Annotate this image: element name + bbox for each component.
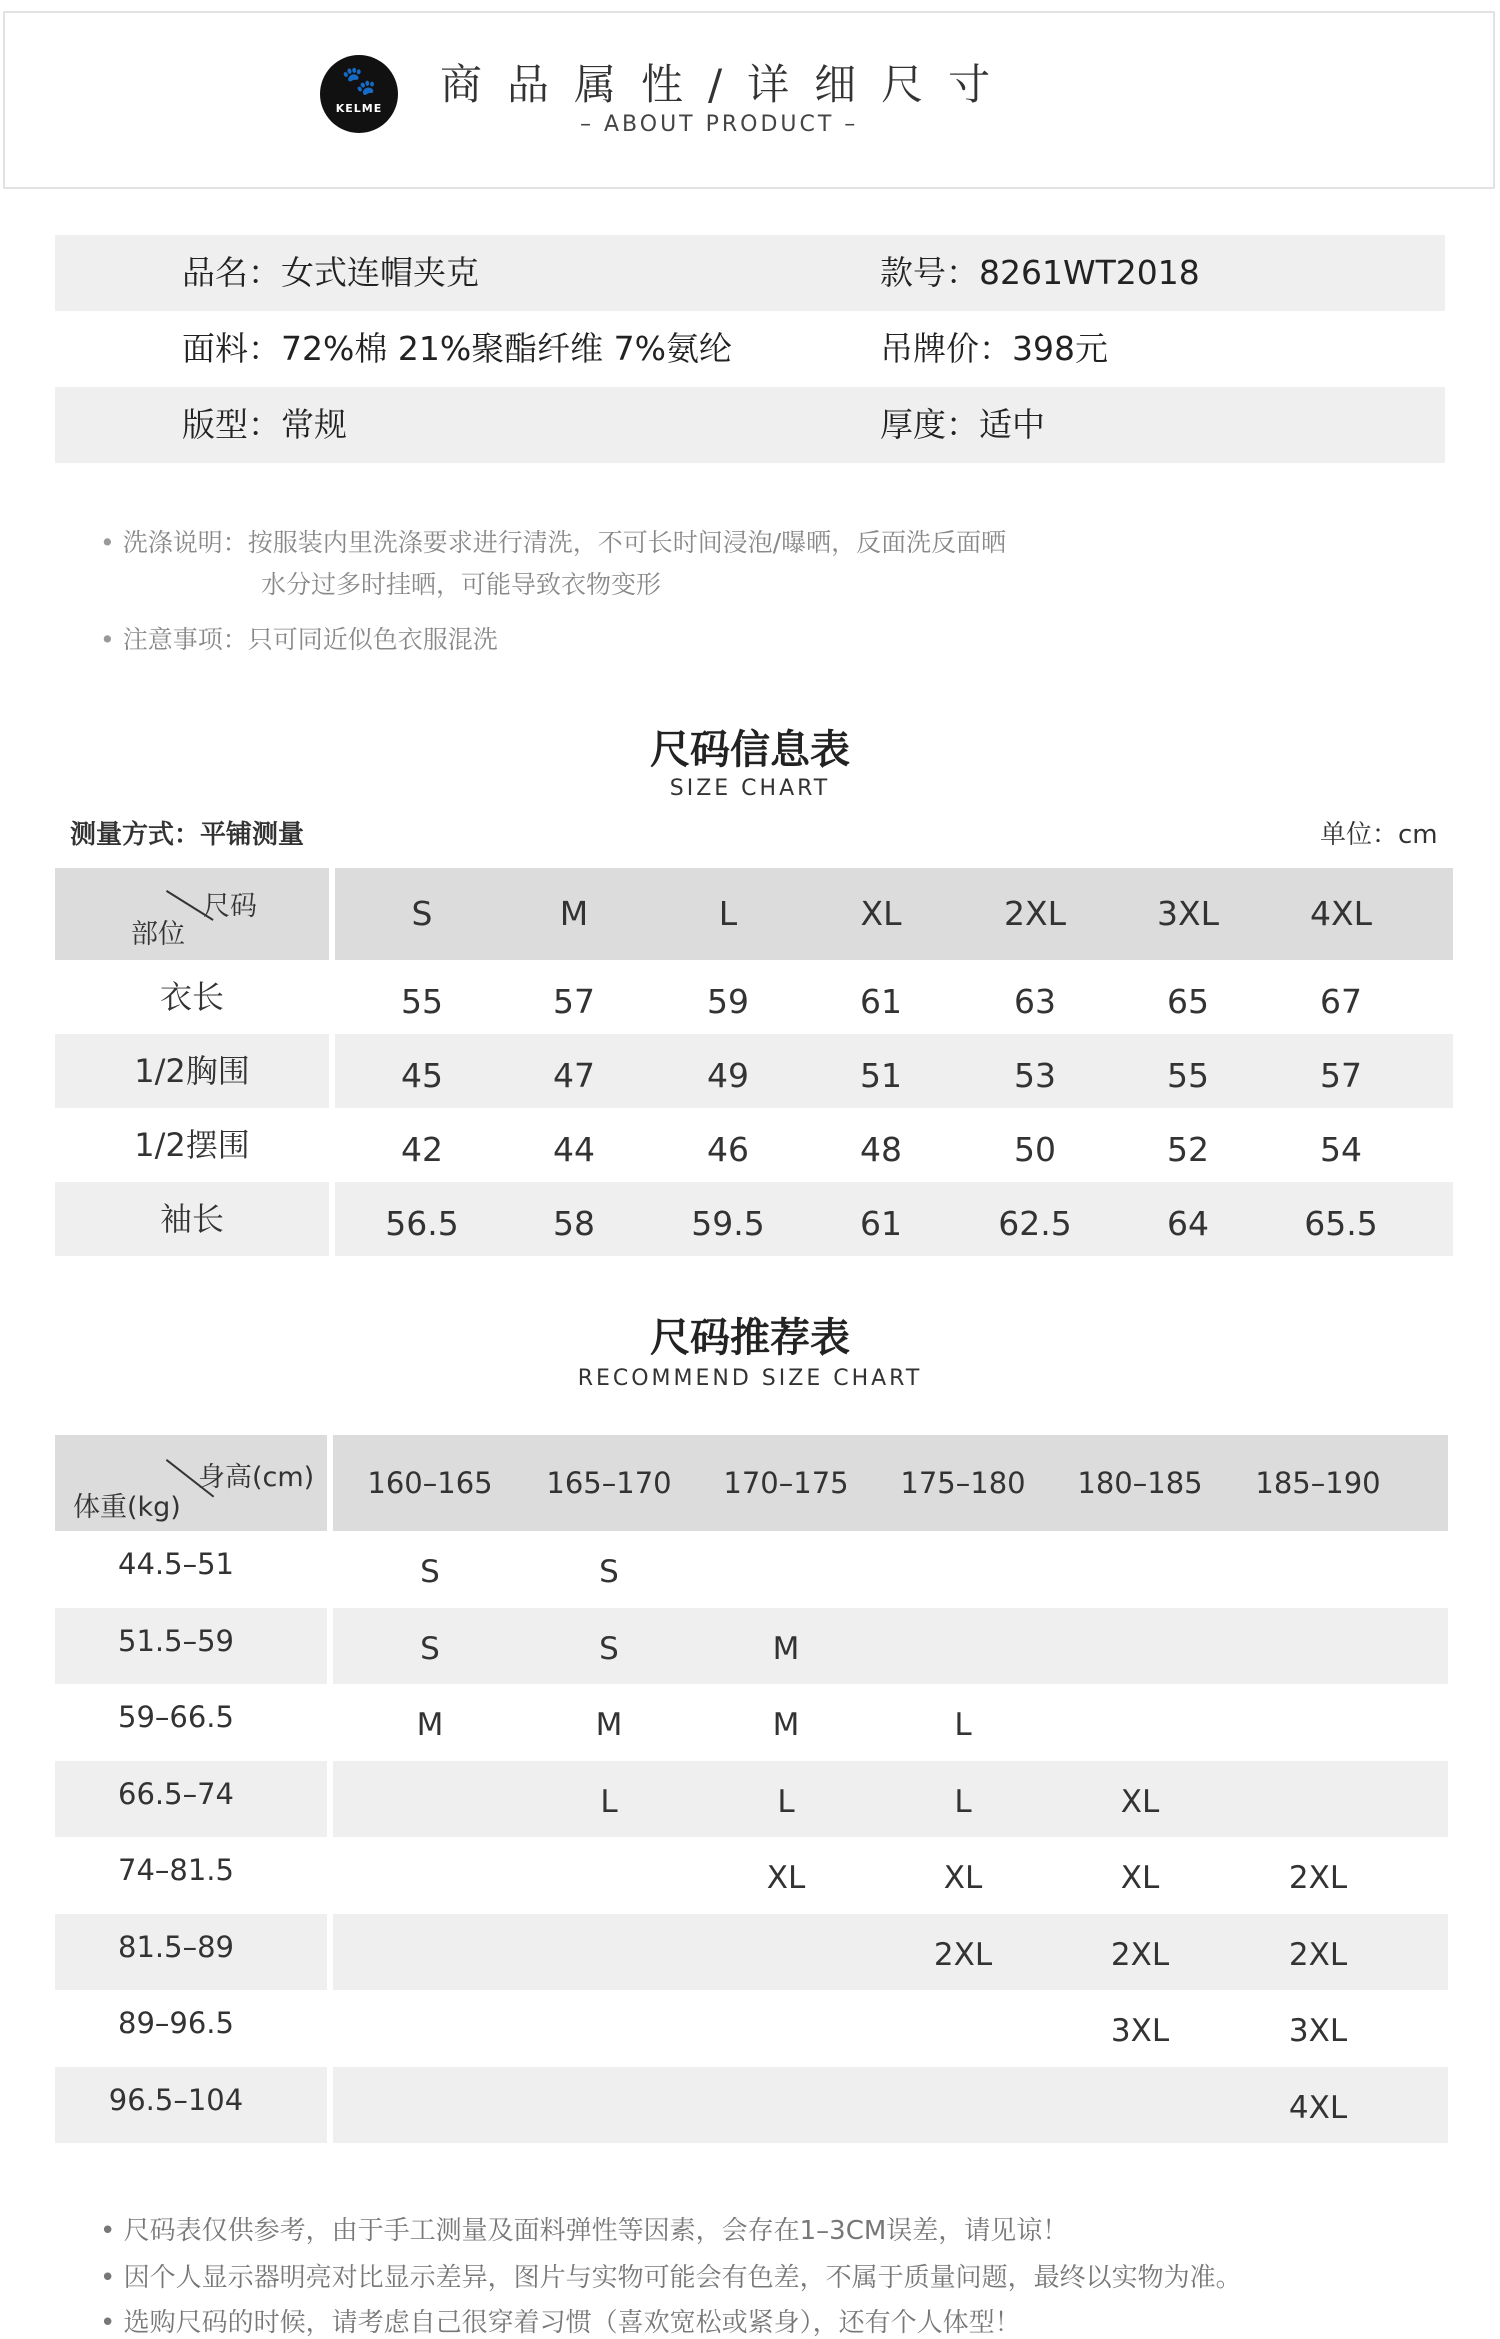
recommend-size-cell: XL — [766, 1860, 806, 1896]
page-title: 商品属性/详细尺寸 — [440, 60, 1016, 109]
size-header-row — [55, 868, 1453, 960]
bottom-note-text: 尺码表仅供参考，由于手工测量及面料弹性等因素，会存在1–3CM误差，请见谅！ — [123, 2216, 1069, 2246]
attention-note — [100, 620, 498, 656]
product-fit: 版型：常规 — [182, 405, 347, 444]
size-value-cell: 61 — [860, 1204, 902, 1243]
recommend-row — [55, 1990, 1448, 2067]
recommend-size-cell: 4XL — [1288, 2089, 1348, 2126]
recommend-size-cell: M — [416, 1707, 444, 1743]
size-header-cell: 2XL — [1004, 894, 1066, 933]
bullet-icon: • — [100, 625, 115, 654]
recommend-size-cell: L — [954, 1783, 972, 1820]
size-header-cell: 4XL — [1310, 894, 1372, 933]
recommend-size-cell: XL — [943, 1860, 983, 1896]
recommend-chart-title: 尺码推荐表 — [650, 1315, 850, 1361]
product-fabric: 面料：72%棉 21%聚酯纤维 7%氨纶 — [182, 329, 733, 368]
page-subtitle: – ABOUT PRODUCT – — [580, 112, 859, 137]
size-chart-subtitle: SIZE CHART — [669, 776, 831, 801]
size-value-cell: 58 — [553, 1204, 595, 1243]
measure-method: 测量方式：平铺测量 — [70, 820, 305, 850]
recommend-size-cell: XL — [1120, 1783, 1160, 1820]
size-value-cell: 57 — [1320, 1056, 1362, 1095]
size-value-cell: 49 — [707, 1056, 749, 1095]
size-row-label: 袖长 — [159, 1200, 224, 1238]
recommend-size-cell: 3XL — [1110, 2013, 1170, 2049]
weight-row-label: 51.5–59 — [118, 1623, 234, 1658]
unit-label: 单位：cm — [1320, 820, 1438, 850]
size-value-cell: 63 — [1014, 982, 1056, 1021]
recommend-row — [55, 1837, 1448, 1914]
weight-row-label: 81.5–89 — [118, 1929, 234, 1964]
size-value-cell: 52 — [1167, 1130, 1209, 1169]
product-code: 款号：8261WT2018 — [880, 253, 1200, 292]
weight-row-label: 74–81.5 — [118, 1853, 234, 1887]
recommend-header-row — [55, 1435, 1448, 1531]
recommend-row — [55, 2067, 1448, 2144]
size-row-label: 1/2摆围 — [134, 1126, 250, 1164]
recommend-row — [55, 1761, 1448, 1838]
corner-part-label: 部位 — [131, 919, 185, 950]
bullet-icon: • — [100, 2308, 124, 2338]
bullet-icon: • — [100, 2263, 124, 2293]
weight-row-label: 89–96.5 — [118, 2006, 234, 2040]
product-info-table — [55, 235, 1445, 463]
size-value-cell: 47 — [553, 1056, 595, 1095]
size-chart-table — [55, 868, 1453, 1256]
recommend-size-cell: S — [599, 1554, 619, 1590]
product-thickness: 厚度：适中 — [880, 405, 1045, 444]
size-value-cell: 42 — [401, 1130, 443, 1169]
size-value-cell: 64 — [1167, 1204, 1209, 1243]
recommend-size-cell: M — [595, 1707, 623, 1743]
height-header-cell: 165–170 — [546, 1466, 672, 1500]
recommend-column-separator — [327, 1435, 333, 2145]
size-row — [55, 1182, 1453, 1256]
info-row — [55, 387, 1445, 463]
bullet-icon: • — [100, 2216, 124, 2246]
size-value-cell: 57 — [553, 982, 595, 1021]
recommend-size-cell: S — [420, 1554, 440, 1590]
size-value-cell: 46 — [707, 1130, 749, 1169]
recommend-size-cell: L — [600, 1783, 618, 1820]
bottom-note-text: 选购尺码的时候，请考虑自己很穿着习惯（喜欢宽松或紧身），还有个人体型！ — [123, 2308, 1021, 2338]
size-value-cell: 50 — [1014, 1130, 1056, 1169]
recommend-size-cell: 3XL — [1288, 2013, 1348, 2049]
weight-row-label: 66.5–74 — [118, 1776, 234, 1811]
size-row-label: 衣长 — [159, 978, 224, 1016]
size-header-cell: M — [559, 894, 589, 933]
size-row — [55, 960, 1453, 1034]
attention-note-text: 注意事项：只可同近似色衣服混洗 — [122, 625, 498, 654]
corner-height-label: 身高(cm) — [198, 1462, 315, 1493]
recommend-size-cell: 2XL — [1288, 1936, 1348, 1973]
size-value-cell: 56.5 — [385, 1204, 459, 1243]
bottom-note — [100, 2302, 1021, 2339]
paw-icon: 🐾 — [341, 64, 377, 97]
product-name: 品名：女式连帽夹克 — [182, 253, 479, 292]
recommend-size-cell: L — [954, 1707, 972, 1743]
size-header-cell: S — [411, 894, 433, 933]
recommend-row — [55, 1608, 1448, 1685]
recommend-size-cell: 2XL — [1288, 1860, 1348, 1896]
corner-weight-label: 体重(kg) — [73, 1492, 181, 1523]
weight-row-label: 96.5–104 — [108, 2082, 244, 2117]
recommend-chart-subtitle: RECOMMEND SIZE CHART — [577, 1366, 923, 1391]
recommend-row — [55, 1531, 1448, 1608]
size-row — [55, 1108, 1453, 1182]
product-price: 吊牌价：398元 — [880, 329, 1108, 368]
recommend-size-cell: XL — [1120, 1860, 1160, 1896]
size-value-cell: 54 — [1320, 1130, 1362, 1169]
size-header-cell: L — [718, 894, 738, 933]
recommend-row — [55, 1684, 1448, 1761]
recommend-size-cell: M — [772, 1630, 800, 1667]
recommend-size-cell: M — [772, 1707, 800, 1743]
wash-note-continued: 水分过多时挂晒，可能导致衣物变形 — [261, 570, 662, 599]
wash-note — [100, 523, 1006, 559]
size-value-cell: 55 — [1167, 1056, 1209, 1095]
logo-text: KELME — [335, 102, 383, 115]
size-value-cell: 61 — [860, 982, 902, 1021]
weight-row-label: 44.5–51 — [118, 1547, 234, 1581]
size-value-cell: 45 — [401, 1056, 443, 1095]
size-header-cell: XL — [860, 894, 902, 933]
size-row-label: 1/2胸围 — [134, 1052, 250, 1090]
height-header-cell: 170–175 — [723, 1466, 849, 1500]
recommend-size-cell: S — [420, 1630, 440, 1667]
size-value-cell: 67 — [1320, 982, 1362, 1021]
bottom-note-text: 因个人显示器明亮对比显示差异，图片与实物可能会有色差，不属于质量问题，最终以实物为准。 — [123, 2263, 1242, 2293]
size-chart-title: 尺码信息表 — [650, 727, 850, 773]
height-header-cell: 180–185 — [1077, 1466, 1203, 1500]
size-row — [55, 1034, 1453, 1108]
size-value-cell: 51 — [860, 1056, 902, 1095]
size-value-cell: 65.5 — [1304, 1204, 1378, 1243]
corner-size-label: 尺码 — [203, 891, 257, 922]
weight-row-label: 59–66.5 — [118, 1700, 234, 1734]
recommend-chart-table — [55, 1435, 1448, 2145]
height-header-cell: 175–180 — [900, 1466, 1026, 1500]
bottom-note — [100, 2257, 1242, 2294]
recommend-size-cell: L — [777, 1783, 795, 1820]
recommend-size-cell: S — [599, 1630, 619, 1667]
size-value-cell: 48 — [860, 1130, 902, 1169]
wash-note-text: 洗涤说明：按服装内里洗涤要求进行清洗，不可长时间浸泡/曝晒，反面洗反面晒 — [122, 528, 1007, 557]
size-value-cell: 44 — [553, 1130, 595, 1169]
bullet-icon: • — [100, 528, 115, 557]
height-header-cell: 185–190 — [1255, 1466, 1381, 1500]
info-row — [55, 311, 1445, 387]
brand-logo — [320, 55, 398, 133]
size-value-cell: 65 — [1167, 982, 1209, 1021]
recommend-size-cell: 2XL — [1110, 1936, 1170, 1973]
size-header-cell: 3XL — [1157, 894, 1219, 933]
recommend-size-cell: 2XL — [933, 1936, 993, 1973]
size-value-cell: 59 — [707, 982, 749, 1021]
size-value-cell: 62.5 — [998, 1204, 1072, 1243]
recommend-row — [55, 1914, 1448, 1991]
size-value-cell: 55 — [401, 982, 443, 1021]
bottom-note — [100, 2210, 1068, 2247]
info-row — [55, 235, 1445, 311]
size-value-cell: 53 — [1014, 1056, 1056, 1095]
size-column-separator — [329, 868, 335, 1256]
height-header-cell: 160–165 — [367, 1466, 493, 1500]
size-value-cell: 59.5 — [691, 1204, 765, 1243]
